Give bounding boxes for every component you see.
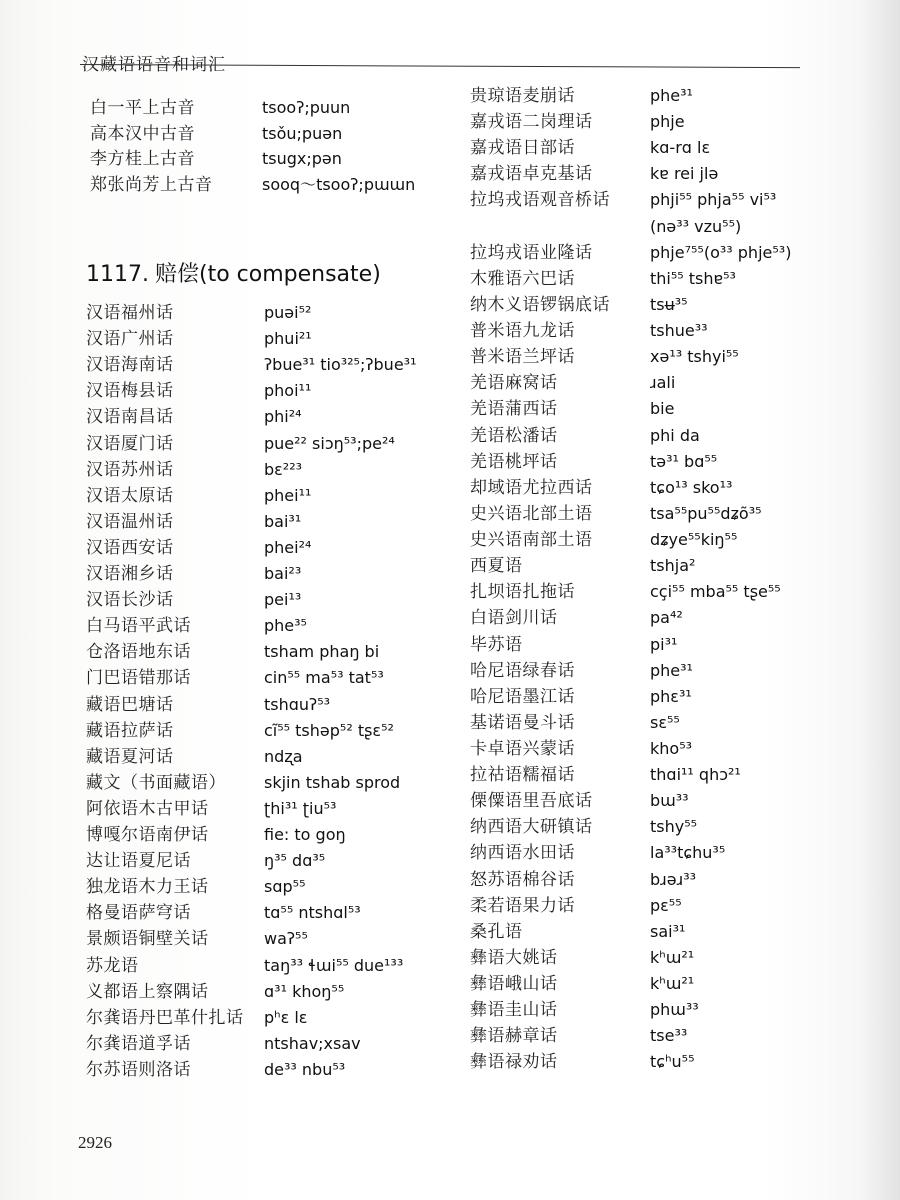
phonetic-form: cĩ⁵⁵ tshəp⁵² tʂɛ⁵² bbox=[264, 720, 394, 740]
phonetic-form: tsooʔ;puun bbox=[262, 98, 351, 117]
language-name: 尔龚语丹巴革什扎话 bbox=[86, 1007, 244, 1028]
language-name: 纳木义语锣锅底话 bbox=[470, 294, 610, 315]
section-heading bbox=[86, 257, 381, 288]
phonetic-form: tshja² bbox=[650, 556, 696, 576]
language-name: 普米语兰坪话 bbox=[470, 347, 575, 368]
language-name: 史兴语北部土语 bbox=[470, 503, 593, 524]
language-name: 普米语九龙话 bbox=[470, 321, 575, 342]
language-name: 史兴语南部土语 bbox=[470, 530, 593, 551]
phonetic-form: waʔ⁵⁵ bbox=[264, 929, 308, 949]
phonetic-form: tsǒu;puən bbox=[262, 123, 343, 143]
language-name: 汉语海南话 bbox=[86, 355, 174, 376]
phonetic-form: tsham phaŋ bi bbox=[264, 642, 380, 662]
running-head: 汉藏语语音和词汇 bbox=[82, 55, 226, 75]
language-name: 汉语苏州话 bbox=[86, 459, 174, 480]
language-name: 藏文（书面藏语） bbox=[86, 772, 226, 793]
language-name: 郑张尚芳上古音 bbox=[90, 175, 213, 196]
phonetic-form: ndʐa bbox=[264, 746, 303, 766]
language-name: 汉语福州话 bbox=[86, 303, 174, 323]
phonetic-form: phe³⁵ bbox=[264, 616, 307, 636]
phonetic-form: tɕo¹³ sko¹³ bbox=[650, 477, 733, 497]
language-name: 纳西语大研镇话 bbox=[470, 817, 593, 838]
language-name: 嘉戎语卓克基话 bbox=[470, 164, 593, 185]
language-name: 嘉戎语二岗理话 bbox=[470, 112, 593, 133]
phonetic-form: tse³³ bbox=[650, 1026, 688, 1046]
phonetic-form: phje bbox=[650, 112, 685, 132]
phonetic-form: pʰɛ lɛ bbox=[264, 1007, 308, 1027]
phonetic-form: ɹali bbox=[650, 373, 676, 393]
language-name: 苏龙语 bbox=[86, 955, 139, 976]
section-number: 1117. bbox=[86, 262, 149, 287]
language-name: 羌语麻窝话 bbox=[470, 373, 558, 394]
language-name: 义都语上察隅话 bbox=[86, 981, 209, 1002]
language-name: 哈尼语墨江话 bbox=[470, 686, 575, 707]
page-number: 2926 bbox=[78, 1133, 112, 1152]
phonetic-form: tɑ⁵⁵ ntshɑl⁵³ bbox=[264, 903, 361, 923]
phonetic-form: dʑye⁵⁵kiŋ⁵⁵ bbox=[650, 530, 738, 550]
phonetic-form: tsugx;pən bbox=[262, 149, 342, 169]
language-name: 白马语平武话 bbox=[86, 616, 191, 637]
phonetic-form: phei²⁴ bbox=[264, 537, 312, 557]
language-name: 博嘎尔语南伊话 bbox=[86, 825, 209, 845]
phonetic-form: kɐ rei jlə bbox=[650, 164, 719, 184]
language-name: 哈尼语绿春话 bbox=[470, 660, 575, 681]
phonetic-form: kʰɯ²¹ bbox=[650, 947, 695, 967]
phonetic-form: pi³¹ bbox=[650, 634, 678, 654]
phonetic-form: taŋ³³ ɬɯi⁵⁵ due¹³³ bbox=[264, 955, 404, 975]
language-name: 卡卓语兴蒙话 bbox=[470, 739, 575, 759]
language-name: 汉语西安话 bbox=[86, 537, 174, 558]
language-name: 达让语夏尼话 bbox=[86, 851, 191, 872]
phonetic-form: sai³¹ bbox=[650, 921, 686, 941]
phonetic-form: xə¹³ tshyi⁵⁵ bbox=[650, 347, 739, 367]
phonetic-form: tsa⁵⁵pu⁵⁵dʑõ³⁵ bbox=[650, 503, 762, 523]
language-name: 拉坞戎语业隆话 bbox=[470, 242, 593, 263]
language-name: 彝语大姚话 bbox=[470, 947, 558, 968]
phonetic-form: tə³¹ bɑ⁵⁵ bbox=[650, 451, 718, 471]
phonetic-form: phe³¹ bbox=[650, 86, 693, 105]
phonetic-form: bɹəɹ³³ bbox=[650, 869, 697, 889]
phonetic-form: phei¹¹ bbox=[264, 485, 312, 505]
phonetic-form: ŋ³⁵ dɑ³⁵ bbox=[264, 851, 326, 871]
phonetic-form: bie bbox=[650, 399, 675, 419]
language-name: 白一平上古音 bbox=[90, 98, 195, 118]
language-name: 怒苏语棉谷话 bbox=[470, 869, 575, 890]
phonetic-form: ʈhi³¹ ʈiu⁵³ bbox=[264, 798, 337, 818]
language-name: 藏语巴塘话 bbox=[86, 694, 174, 715]
language-name: 拉坞戎语观音桥话 bbox=[470, 190, 610, 211]
phonetic-form: tshy⁵⁵ bbox=[650, 817, 698, 837]
phonetic-form: phi da bbox=[650, 425, 700, 445]
phonetic-form: sɛ⁵⁵ bbox=[650, 712, 680, 732]
language-name: 白语剑川话 bbox=[470, 608, 558, 629]
phonetic-form: de³³ nbu⁵³ bbox=[264, 1059, 346, 1079]
phonetic-form: fie: to goŋ bbox=[264, 825, 346, 844]
language-name: 傈僳语里吾底话 bbox=[470, 791, 593, 812]
language-name: 扎坝语扎拖话 bbox=[470, 582, 575, 603]
phonetic-form: cçi⁵⁵ mba⁵⁵ tʂe⁵⁵ bbox=[650, 582, 781, 602]
language-name: 柔若语果力话 bbox=[470, 895, 575, 916]
language-name: 尔龚语道孚话 bbox=[86, 1033, 191, 1054]
section-title-en: (to compensate) bbox=[199, 262, 381, 287]
language-name: 却域语尤拉西话 bbox=[470, 477, 593, 498]
language-name: 贵琼语麦崩话 bbox=[470, 86, 575, 106]
language-name: 羌语蒲西话 bbox=[470, 399, 558, 420]
phonetic-form: pa⁴² bbox=[650, 608, 683, 628]
language-name: 高本汉中古音 bbox=[90, 123, 195, 144]
language-name: 汉语厦门话 bbox=[86, 433, 174, 454]
language-name: 藏语拉萨话 bbox=[86, 720, 174, 741]
phonetic-form: phoi¹¹ bbox=[264, 381, 312, 401]
phonetic-form: ɑ³¹ khoŋ⁵⁵ bbox=[264, 981, 345, 1001]
language-name: 汉语梅县话 bbox=[86, 381, 174, 402]
phonetic-form: ntshav;xsav bbox=[264, 1033, 361, 1053]
phonetic-form: sooq～tsooʔ;pɯɯn bbox=[262, 175, 416, 195]
language-name: 格曼语萨穹话 bbox=[86, 903, 191, 924]
language-name: 彝语赫章话 bbox=[470, 1026, 558, 1047]
phonetic-form: phe³¹ bbox=[650, 660, 693, 680]
phonetic-form-continuation: (nə³³ vzu⁵⁵) bbox=[650, 216, 742, 236]
language-name: 汉语太原话 bbox=[86, 485, 174, 506]
phonetic-form: bai³¹ bbox=[264, 511, 302, 531]
phonetic-form: la³³tɕhu³⁵ bbox=[650, 843, 726, 863]
phonetic-form: phui²¹ bbox=[264, 329, 312, 349]
language-name: 彝语峨山话 bbox=[470, 974, 558, 995]
phonetic-form: cin⁵⁵ ma⁵³ tat⁵³ bbox=[264, 668, 384, 688]
phonetic-form: kʰɯ²¹ bbox=[650, 974, 695, 994]
language-name: 毕苏语 bbox=[470, 634, 523, 655]
language-name: 羌语桃坪话 bbox=[470, 451, 558, 472]
language-name: 独龙语木力王话 bbox=[86, 877, 209, 898]
section-title-zh: 赔偿 bbox=[154, 262, 199, 287]
phonetic-form: kɑ-rɑ lɛ bbox=[650, 138, 711, 158]
phonetic-form: puəi⁵² bbox=[264, 303, 312, 322]
phonetic-form: thi⁵⁵ tshɐ⁵³ bbox=[650, 268, 736, 288]
phonetic-form: phje⁷⁵⁵(o³³ phje⁵³) bbox=[650, 242, 792, 262]
phonetic-form: phɛ³¹ bbox=[650, 686, 692, 706]
phonetic-form: sɑp⁵⁵ bbox=[264, 877, 306, 897]
phonetic-form: pue²² siɔŋ⁵³;pe²⁴ bbox=[264, 433, 395, 453]
phonetic-form: phi²⁴ bbox=[264, 407, 302, 427]
phonetic-form: kho⁵³ bbox=[650, 739, 693, 758]
language-name: 李方桂上古音 bbox=[90, 149, 195, 170]
phonetic-form: skjin tshab sprod bbox=[264, 772, 401, 792]
language-name: 彝语禄劝话 bbox=[470, 1052, 558, 1073]
language-name: 尔苏语则洛话 bbox=[86, 1059, 191, 1080]
phonetic-form: phɯ³³ bbox=[650, 1000, 699, 1020]
language-name: 仓洛语地东话 bbox=[86, 642, 191, 663]
language-name: 桑孔语 bbox=[470, 921, 523, 942]
language-name: 汉语温州话 bbox=[86, 511, 174, 532]
language-name: 汉语长沙话 bbox=[86, 590, 174, 611]
language-name: 门巴语错那话 bbox=[86, 668, 191, 689]
phonetic-form: ʔbue³¹ tio³²⁵;ʔbue³¹ bbox=[264, 355, 417, 375]
language-name: 汉语南昌话 bbox=[86, 407, 174, 428]
language-name: 景颇语铜壁关话 bbox=[86, 929, 209, 950]
phonetic-form: phji⁵⁵ phja⁵⁵ vi⁵³ bbox=[650, 190, 777, 210]
language-name: 基诺语曼斗话 bbox=[470, 712, 575, 733]
phonetic-form: tsʉ³⁵ bbox=[650, 294, 688, 314]
phonetic-form: bɯ³³ bbox=[650, 791, 689, 811]
phonetic-form: thɑi¹¹ qhɔ²¹ bbox=[650, 765, 741, 785]
language-name: 拉祜语糯福话 bbox=[470, 765, 575, 786]
language-name: 汉语广州话 bbox=[86, 329, 174, 350]
phonetic-form: tshue³³ bbox=[650, 321, 708, 341]
page-edge-shadow bbox=[860, 0, 900, 1200]
language-name: 嘉戎语日部话 bbox=[470, 138, 575, 159]
phonetic-form: pei¹³ bbox=[264, 590, 302, 610]
language-name: 阿依语木古甲话 bbox=[86, 798, 209, 819]
language-name: 羌语松潘话 bbox=[470, 425, 558, 446]
phonetic-form: pɛ⁵⁵ bbox=[650, 895, 682, 915]
phonetic-form: bɛ²²³ bbox=[264, 459, 303, 479]
phonetic-form: bai²³ bbox=[264, 564, 302, 583]
phonetic-form: tɕʰu⁵⁵ bbox=[650, 1052, 695, 1072]
language-name: 纳西语水田话 bbox=[470, 843, 575, 864]
phonetic-form: tshɑuʔ⁵³ bbox=[264, 694, 331, 714]
language-name: 汉语湘乡话 bbox=[86, 564, 174, 584]
language-name: 木雅语六巴话 bbox=[470, 268, 575, 289]
language-name: 西夏语 bbox=[470, 556, 523, 577]
language-name: 藏语夏河话 bbox=[86, 746, 174, 767]
language-name: 彝语圭山话 bbox=[470, 1000, 558, 1021]
